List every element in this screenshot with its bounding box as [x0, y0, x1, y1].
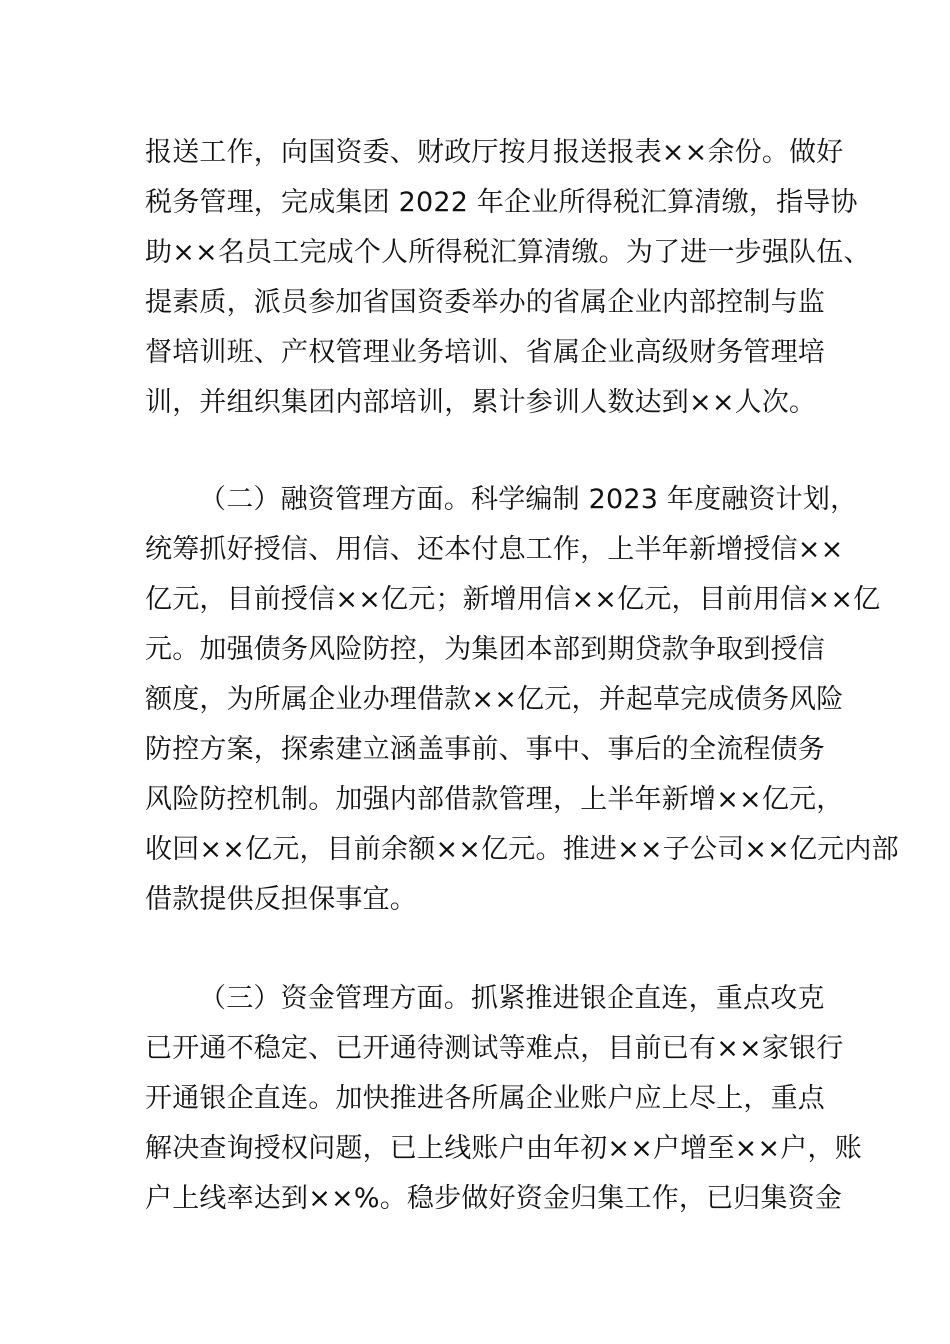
text-line: 元。加强债务风险防控，为集团本部到期贷款争取到授信: [145, 634, 825, 665]
text-line: 开通银企直连。加快推进各所属企业账户应上尽上，重点: [145, 1083, 825, 1114]
text-line: 解决查询授权问题，已上线账户由年初××户增至××户，账: [145, 1133, 862, 1164]
text-line: 风险防控机制。加强内部借款管理，上半年新增××亿元，: [145, 784, 844, 815]
paragraph-financing-management: [145, 475, 899, 925]
text-line: 亿元，目前授信××亿元；新增用信××亿元，目前用信××亿: [145, 584, 881, 615]
text-line: 报送工作，向国资委、财政厅按月报送报表××余份。做好: [145, 137, 844, 168]
text-line: 训，并组织集团内部培训，累计参训人数达到××人次。: [145, 387, 817, 418]
text-line: 提素质，派员参加省国资委举办的省属企业内部控制与监: [145, 287, 825, 318]
text-line: 收回××亿元，目前余额××亿元。推进××子公司××亿元内部: [145, 834, 899, 865]
text-line: 借款提供反担保事宜。: [145, 884, 417, 915]
text-line: 助××名员工完成个人所得税汇算清缴。为了进一步强队伍、: [145, 237, 871, 268]
text-line: 督培训班、产权管理业务培训、省属企业高级财务管理培: [145, 337, 825, 368]
text-line: 统筹抓好授信、用信、还本付息工作，上半年新增授信××: [145, 534, 844, 565]
text-line: 税务管理，完成集团 2022 年企业所得税汇算清缴，指导协: [145, 187, 858, 218]
text-line: 防控方案，探索建立涵盖事前、事中、事后的全流程债务: [145, 734, 825, 765]
text-line: 已开通不稳定、已开通待测试等难点，目前已有××家银行: [145, 1033, 844, 1064]
text-line: 户上线率达到××%。稳步做好资金归集工作，已归集资金: [145, 1183, 843, 1214]
text-line: 额度，为所属企业办理借款××亿元，并起草完成债务风险: [145, 684, 844, 715]
text-line: （三）资金管理方面。抓紧推进银企直连，重点攻克: [199, 983, 825, 1014]
paragraph-funds-management: [145, 974, 862, 1224]
paragraph-tax-and-training: [145, 128, 871, 428]
text-line: （二）融资管理方面。科学编制 2023 年度融资计划，: [199, 484, 858, 515]
